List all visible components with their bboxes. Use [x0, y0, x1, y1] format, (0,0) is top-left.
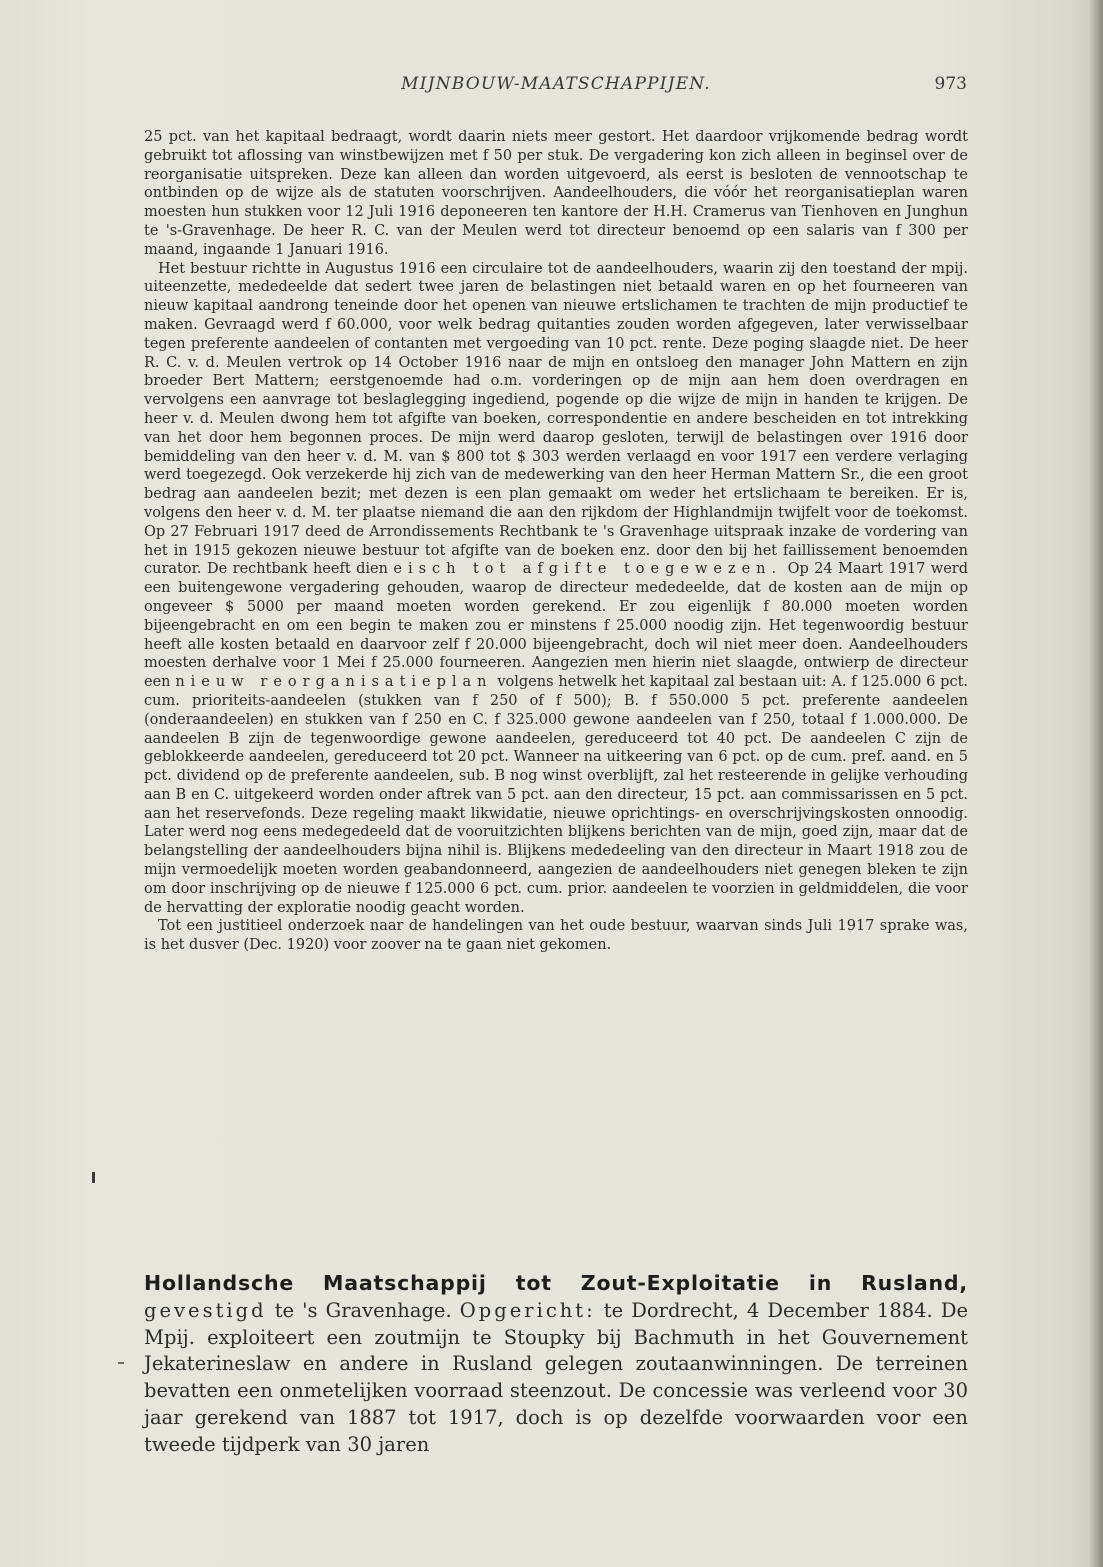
- paragraph-3: Tot een justitieel onderzoek naar de handelingen van het oude bestuur, waarvan sinds Juli 1917 sprake was, is het dusver (Dec. 1920) voor zoover na te gaan niet gekomen.: [144, 918, 968, 954]
- margin-tick: [118, 1362, 124, 1364]
- seat-label: gevestigd: [144, 1298, 267, 1322]
- paragraph-2-continued: Op 24 Maart 1917 werd een buitengewone vergadering gehouden, waarop de directeur mededeelde, dat de kosten aan de mijn op ongeveer $ 5000 per maand moeten worden gerekend. Er zou eigenlijk f 80.000 moeten worden bijeengebracht en om een begin te maken zou er minstens f 25.000 noodig zijn. Het tegenwoordig bestuur heeft alle kosten betaald en daarvoor zelf f 20.000 bijeengebracht, doch wil niet meer doen. Aandeelhouders moesten derhalve voor 1 Mei f 25.000 fourneeren. Aangezien men hierin niet slaagde, ontwierp de directeur een: [144, 561, 969, 691]
- company-title: Hollandsche Maatschappij tot Zout-Exploitatie in Rusland,: [144, 1271, 968, 1295]
- paragraph-2-text: Het bestuur richtte in Augustus 1916 een circulaire tot de aandeelhouders, waarin zij den toestand der mpij. uiteenzette, mededeelde dat sedert twee jaren de belastingen niet betaald waren en op het fourneeren van nieuw kapitaal aandrong teneinde door het openen van nieuwe ertslichamen te trachten de mijn productief te maken. Gevraagd werd f 60.000, voor welk bedrag quitanties zouden worden afgegeven, later verwisselbaar tegen preferente aandeelen of contanten met vergoeding van 10 pct. rente. Deze poging slaagde niet. De heer R. C. v. d. Meulen vertrok op 14 October 1916 naar de mijn en ontsloeg den manager John Mattern en zijn broeder Bert Mattern; eerstgenoemde had o.m. vorderingen op de mijn aan hem doen overdragen en vervolgens een aanvrage tot beslaglegging ingediend, pogende op die wijze de mijn in handen te krijgen. De heer v. d. Meulen dwong hem tot afgifte van boeken, correspondentie en andere bescheiden en tot intrekking van het door hem begonnen proces. De mijn werd daarop gesloten, terwijl de belastingen over 1916 door bemiddeling van den heer v. d. M. van $ 800 tot $ 303 werden verlaagd en voor 1917 een verdere verlaging werd toegezegd. Ook verzekerde hij zich van de medewerking van den heer Herman Mattern Sr., die een groot bedrag aan aandeelen bezit; met dezen is een plan gemaakt om weder het ertslichaam te bereiken. Er is, volgens den heer v. d. M. ter plaatse niemand die aan den rijkdom der Highlandmijn twijfelt voor de toekomst. Op 27 Februari 1917 deed de Arrondissements Rechtbank te 's Gravenhage uitspraak inzake de vordering van het in 1915 gekozen nieuwe bestuur tot afgifte van de boeken enz. door den bij het faillissement benoemden curator. De rechtbank heeft dien: [144, 260, 968, 578]
- page-edge-shadow: [1089, 0, 1103, 1567]
- margin-mark: [92, 1172, 95, 1183]
- running-title: MIJNBOUW-MAATSCHAPPIJEN.: [401, 74, 711, 94]
- founded-label: Opgericht:: [459, 1298, 596, 1322]
- company-body: te Dordrecht, 4 December 1884. De Mpij. exploiteert een zoutmijn te Stoupky bij Bachmuth in het Gouvernement Jekaterineslaw en andere in Rusland gelegen zoutaanwinningen. De terreinen bevatten een onmetelijken voorraad steenzout. De concessie was verleend voor 30 jaar gerekend van 1887 tot 1917, doch is op dezelfde voorwaarden voor een tweede tijdperk van 30 jaren: [144, 1298, 969, 1456]
- company-entry: [144, 1270, 968, 1459]
- paragraph-1: 25 pct. van het kapitaal bedraagt, wordt daarin niets meer gestort. Het daardoor vrijkomende bedrag wordt gebruikt tot aflossing van winstbewijzen met f 50 per stuk. De vergadering kon zich alleen in beginsel over de reorganisatie uitspreken. Deze kan alleen dan worden uitgevoerd, als eerst is besloten de vennootschap te ontbinden op de wijze als de statuten voorschrijven. Aandeelhouders, die vóór het reorganisatieplan waren moesten hun stukken voor 12 Juli 1916 deponeeren ten kantore der H.H. Cramerus van Tienhoven en Junghun te 's-Gravenhage. De heer R. C. van der Meulen werd tot directeur benoemd op een salaris van f 300 per maand, ingaande 1 Januari 1916.: [144, 129, 968, 258]
- seat-text: te 's Gravenhage.: [274, 1298, 452, 1322]
- paragraph-2-continued-2: volgens hetwelk het kapitaal zal bestaan uit: A. f 125.000 6 pct. cum. prioriteits-aandeelen (stukken van f 250 of f 500); B. f 550.000 5 pct. preferente aandeelen (onderaandeelen) en stukken van f 250 en C. f 325.000 gewone aandeelen van f 250, totaal f 1.000.000. De aandeelen B zijn de tegenwoordige gewone aandeelen, gereduceerd tot 40 pct. De aandeelen C zijn de geblokkeerde aandeelen, gereduceerd tot 20 pct. Wanneer na uitkeering van 6 pct. op de cum. pref. aand. en 5 pct. dividend op de preferente aandeelen, sub. B nog winst overblijft, zal het resteerende in gelijke verhouding aan B en C. uitgekeerd worden onder aftrek van 5 pct. aan den directeur, 15 pct. aan commissarissen en 5 pct. aan het reservefonds. Deze regeling maakt likwidatie, nieuwe oprichtings- en overschrijvingskosten onnoodig. Later werd nog eens medegedeeld dat de vooruitzichten blijkens berichten van de mijn, goed zijn, maar dat de belangstelling der aandeelhouders bijna nihil is. Blijkens mededeeling van den directeur in Maart 1918 zou de mijn vermoedelijk moeten worden geabandonneerd, aangezien de aandeelhouders niet genegen bleken te zijn om door inschrijving op de nieuwe f 125.000 6 pct. cum. prior. aandeelen te voorzien in geldmiddelen, die voor de hervatting der exploratie noodig geacht worden.: [144, 674, 969, 916]
- body-text: [144, 128, 968, 955]
- running-head: [145, 74, 967, 102]
- paragraph-2-spaced-phrase: eisch tot afgifte toegewezen.: [393, 561, 783, 578]
- page-number: 973: [934, 74, 967, 94]
- paragraph-2-spaced-phrase-2: nieuw reorganisatieplan: [175, 674, 493, 691]
- paragraph-2: [144, 260, 968, 918]
